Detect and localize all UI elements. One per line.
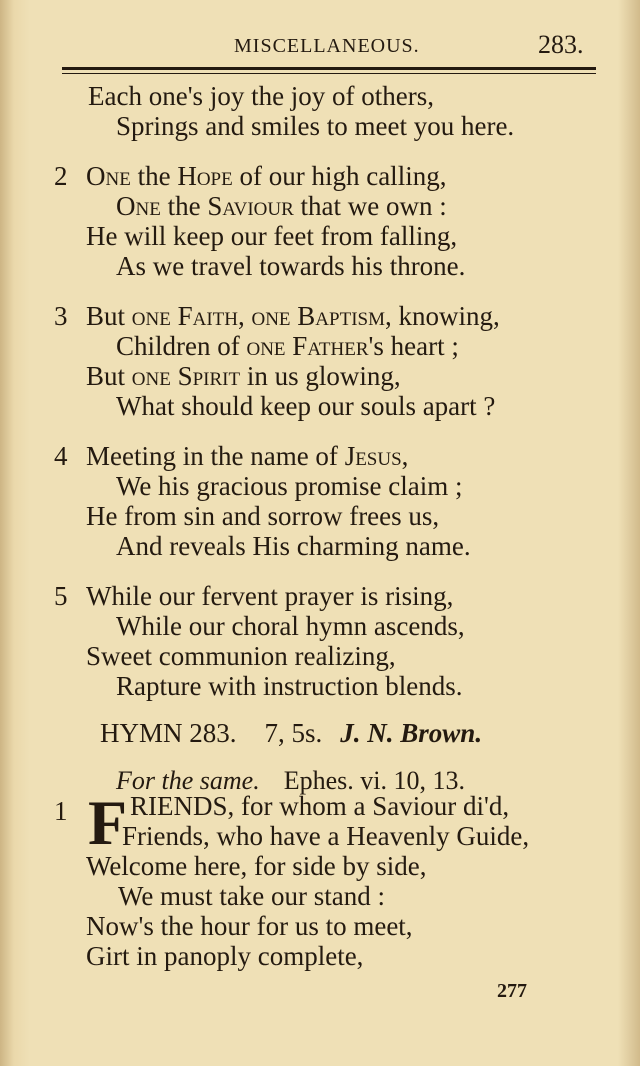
verse-number: 3 bbox=[54, 301, 68, 331]
hymn-heading bbox=[100, 718, 482, 749]
header-rule-thin bbox=[62, 73, 596, 74]
hymn-author: J. N. Brown. bbox=[340, 718, 483, 748]
page-header bbox=[0, 30, 640, 70]
verse-number: 2 bbox=[54, 161, 68, 191]
verse-line: What should keep our souls apart ? bbox=[116, 391, 496, 421]
verse-line: One the Hope of our high calling, bbox=[86, 161, 447, 191]
verse-line: RIENDS, for whom a Saviour di'd, bbox=[130, 791, 510, 821]
verse-line: Springs and smiles to meet you here. bbox=[116, 111, 515, 141]
verse-number: 4 bbox=[54, 441, 68, 471]
verse-line: But one Spirit in us glowing, bbox=[86, 361, 401, 391]
scripture-reference: Ephes. vi. 10, 13. bbox=[283, 766, 465, 795]
verse-line: Girt in panoply complete, bbox=[86, 941, 364, 971]
verse-line: We must take our stand : bbox=[118, 881, 386, 911]
verse-line: Friends, who have a Heavenly Guide, bbox=[122, 821, 530, 851]
hymn-number: HYMN 283. bbox=[100, 718, 237, 748]
verse-number: 1 bbox=[54, 796, 68, 826]
verse-line: As we travel towards his throne. bbox=[116, 251, 466, 281]
verse-line: While our choral hymn ascends, bbox=[116, 611, 465, 641]
verse-line: We his gracious promise claim ; bbox=[116, 471, 463, 501]
verse-line: And reveals His charming name. bbox=[116, 531, 471, 561]
hymn-meter: 7, 5s. bbox=[264, 718, 323, 748]
occasion-label: For the same. bbox=[116, 766, 260, 795]
verse-number: 5 bbox=[54, 581, 68, 611]
verse-line: He will keep our feet from falling, bbox=[86, 221, 458, 251]
verse-line: Welcome here, for side by side, bbox=[86, 851, 427, 881]
verse-line: Each one's joy the joy of others, bbox=[88, 81, 435, 111]
book-page-number: 277 bbox=[497, 980, 527, 1002]
verse-line: While our fervent prayer is rising, bbox=[86, 581, 454, 611]
verse-line: Sweet communion realizing, bbox=[86, 641, 396, 671]
verse-line: He from sin and sorrow frees us, bbox=[86, 501, 440, 531]
hymn-page-number: 283. bbox=[538, 30, 584, 59]
verse-line: But one Faith, one Baptism, knowing, bbox=[86, 301, 500, 331]
verse-line: Rapture with instruction blends. bbox=[116, 671, 463, 701]
header-rule-thick bbox=[62, 67, 596, 70]
running-head: MISCELLANEOUS. bbox=[234, 35, 420, 57]
verse-line: Meeting in the name of Jesus, bbox=[86, 441, 409, 471]
verse-line: Children of one Father's heart ; bbox=[116, 331, 459, 361]
verse-line: Now's the hour for us to meet, bbox=[86, 911, 413, 941]
drop-cap: F bbox=[88, 787, 128, 858]
verse-line: One the Saviour that we own : bbox=[116, 191, 447, 221]
